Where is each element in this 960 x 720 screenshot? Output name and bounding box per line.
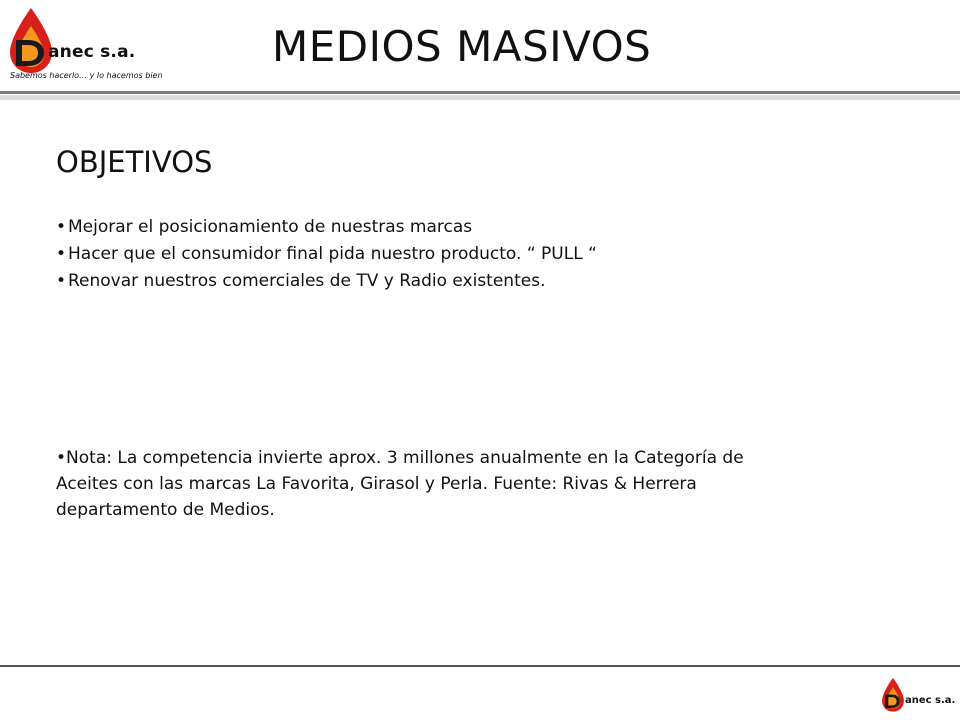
note-text: Nota: La competencia invierte aprox. 3 millones anualmente en la Categoría de Aceites con las marcas La Favorita, Girasol y Perla. Fuente: Rivas & Herrera departamento de Medios. [56, 448, 744, 520]
section-heading: OBJETIVOS [56, 145, 213, 179]
list-item-text: Mejorar el posicionamiento de nuestras marcas [68, 217, 473, 237]
header-divider [0, 91, 960, 94]
brand-tagline: Sabemos hacerlo… y lo hacemos bien [10, 71, 163, 80]
brand-name: anec s.a. [48, 42, 136, 62]
list-item-text: Renovar nuestros comerciales de TV y Radio existentes. [68, 271, 546, 291]
header-divider-shadow [0, 95, 960, 100]
oil-drop-d-icon [880, 675, 906, 715]
page-title: MEDIOS MASIVOS [272, 22, 652, 71]
objectives-list [56, 214, 597, 295]
bullet-icon: • [56, 244, 67, 264]
bullet-icon: • [56, 271, 67, 291]
note-paragraph [56, 445, 776, 523]
list-item [56, 241, 597, 268]
bullet-icon: • [56, 217, 67, 237]
list-item-text: Hacer que el consumidor final pida nuestro producto. “ PULL “ [68, 244, 597, 264]
list-item [56, 214, 597, 241]
list-item [56, 268, 597, 295]
bullet-icon: • [56, 448, 67, 468]
footer-brand-name: anec s.a. [905, 695, 956, 706]
footer-divider [0, 665, 960, 667]
oil-drop-d-icon [6, 6, 56, 76]
